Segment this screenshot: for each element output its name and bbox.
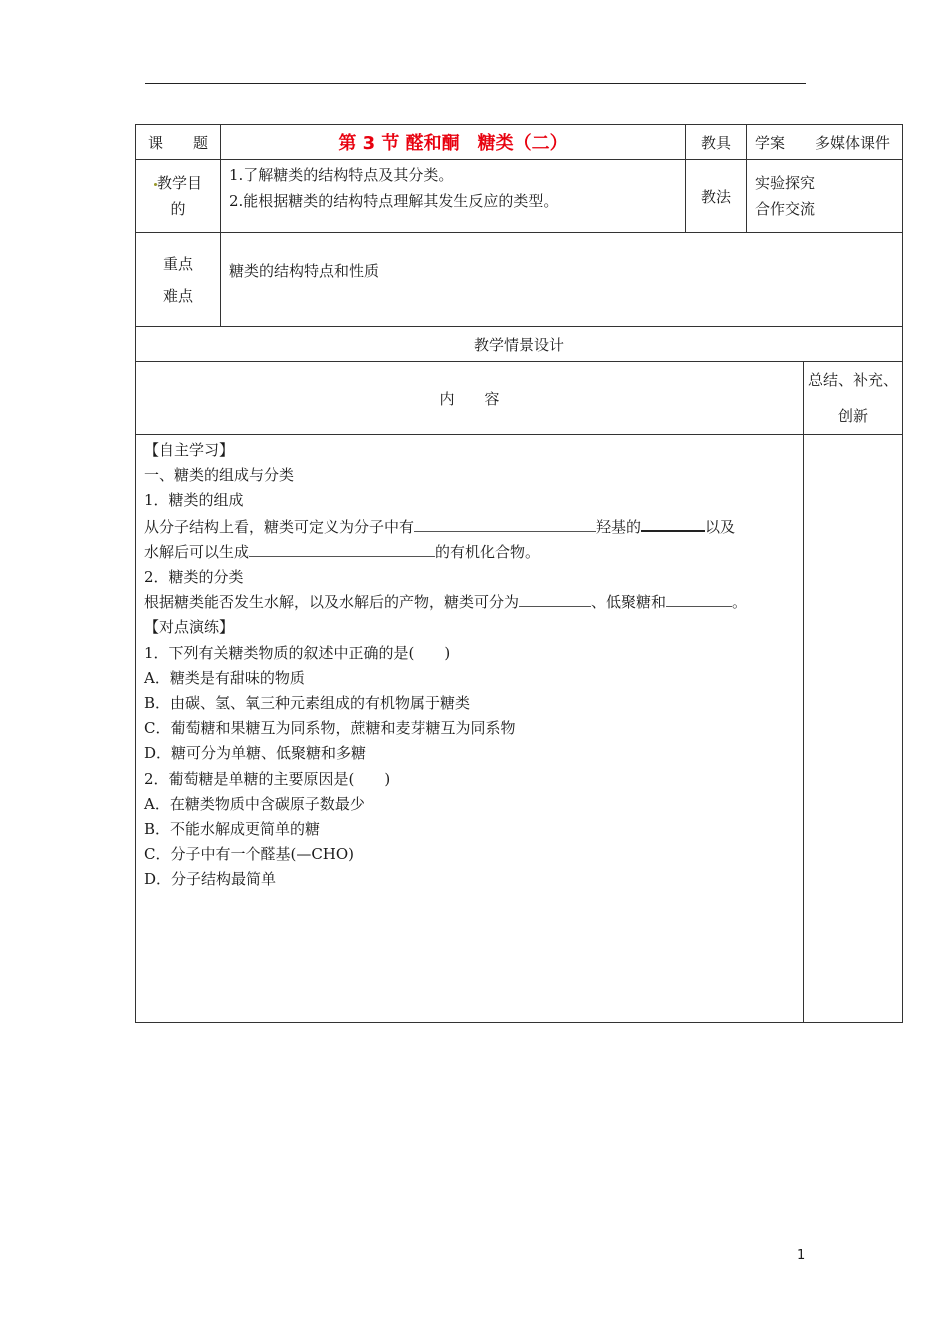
method-label: 教法 — [686, 160, 747, 233]
paragraph: 水解后可以生成 的有机化合物。 — [144, 540, 797, 565]
fill-blank[interactable] — [414, 515, 596, 532]
content-cell — [136, 435, 804, 1023]
course-label: 课 题 — [136, 125, 221, 160]
methods — [747, 160, 903, 233]
sub-heading: 2．糖类的分类 — [144, 568, 244, 587]
method-item: 合作交流 — [755, 200, 816, 218]
design-heading: 教学情景设计 — [136, 327, 903, 362]
key-label: 重点 难点 — [136, 233, 221, 327]
lesson-plan-table — [135, 124, 903, 1023]
option: A．在糖类物质中含碳原子数最少 — [144, 794, 365, 813]
section-heading: 一、糖类的组成与分类 — [144, 466, 295, 485]
fill-blank[interactable] — [666, 590, 732, 607]
fill-blank[interactable] — [519, 590, 591, 607]
option: D．糖可分为单糖、低聚糖和多糖 — [144, 744, 367, 763]
goals — [221, 160, 686, 233]
notes-label: 总结、补充、 创新 — [804, 362, 903, 435]
content-label: 内 容 — [136, 362, 804, 435]
question: 1．下列有关糖类物质的叙述中正确的是( ) — [144, 643, 451, 662]
fill-blank[interactable] — [641, 514, 705, 532]
option: A．糖类是有甜味的物质 — [144, 668, 305, 687]
option: C．分子中有一个醛基(—CHO) — [144, 845, 355, 864]
page-title: 第 3 节 醛和酮 糖类（二） — [221, 125, 686, 160]
goal-item: 1.了解糖类的结构特点及其分类。 — [229, 166, 454, 184]
practice-heading: 【对点演练】 — [144, 618, 235, 637]
tools-label: 教具 — [686, 125, 747, 160]
key-value: 糖类的结构特点和性质 — [221, 233, 903, 327]
paragraph: 从分子结构上看，糖类可定义为分子中有 羟基的 以及 — [144, 514, 797, 540]
fill-blank[interactable] — [249, 540, 435, 557]
paragraph: 根据糖类能否发生水解，以及水解后的产物，糖类可分为 、低聚糖和 。 — [144, 590, 797, 615]
option: D．分子结构最简单 — [144, 870, 277, 889]
sub-heading: 1．糖类的组成 — [144, 491, 244, 510]
option: C．葡萄糖和果糖互为同系物，蔗糖和麦芽糖互为同系物 — [144, 719, 516, 738]
method-item: 实验探究 — [755, 174, 816, 192]
self-study-heading: 【自主学习】 — [144, 441, 235, 459]
option: B．由碳、氢、氧三种元素组成的有机物属于糖类 — [144, 694, 471, 713]
notes-cell — [804, 435, 903, 1023]
option: B．不能水解成更简单的糖 — [144, 820, 321, 839]
tools-value: 学案 多媒体课件 — [747, 125, 903, 160]
goal-item: 2.能根据糖类的结构特点理解其发生反应的类型。 — [229, 192, 559, 210]
page-number: 1 — [797, 1248, 806, 1263]
question: 2．葡萄糖是单糖的主要原因是( ) — [144, 769, 391, 788]
header-rule — [145, 83, 806, 84]
goal-label: 教学目 的 — [136, 160, 221, 233]
